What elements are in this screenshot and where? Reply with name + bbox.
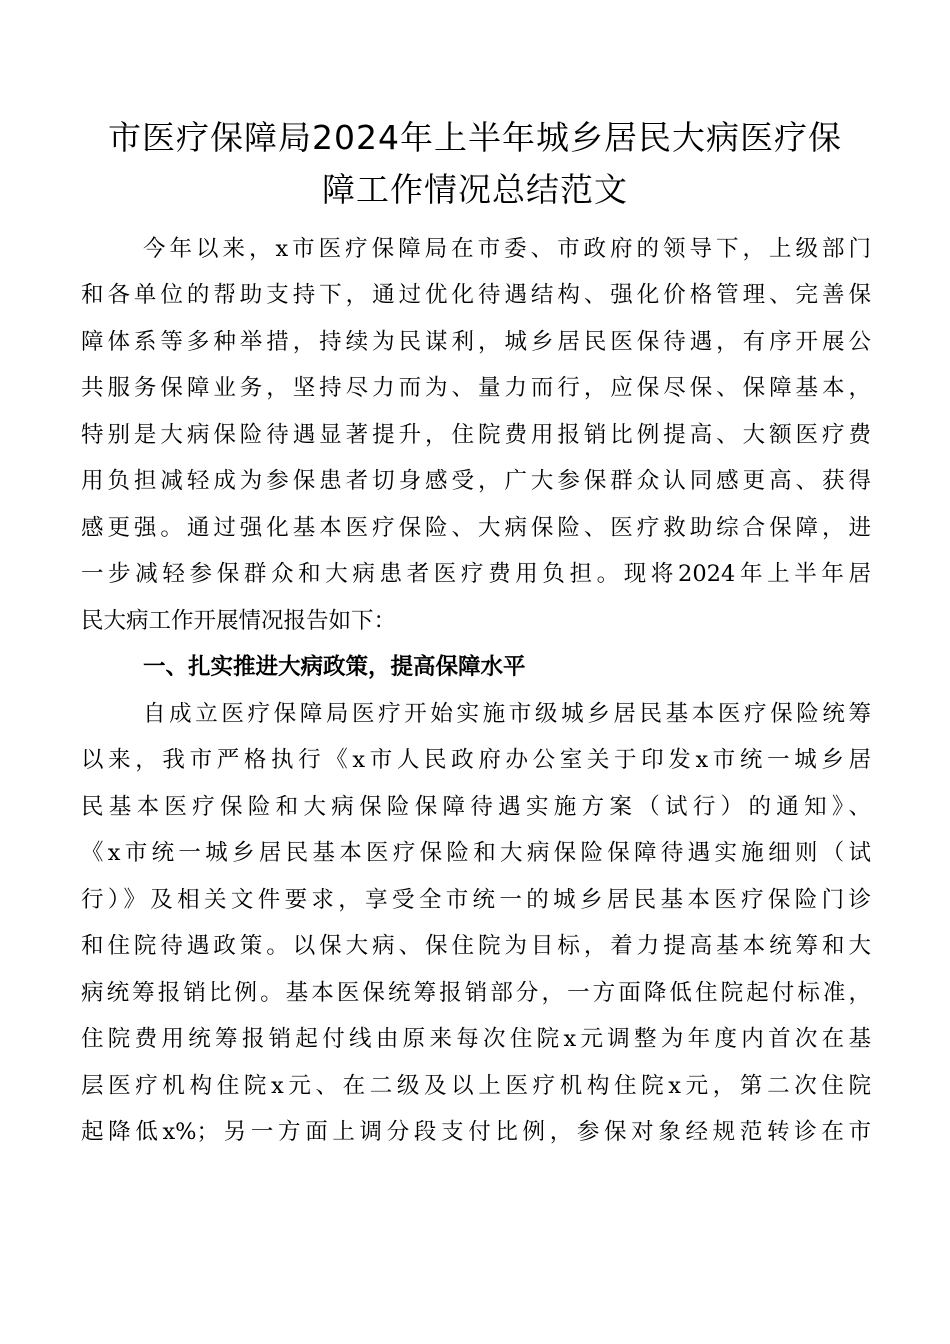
title-line-1: 市医疗保障局2024年上半年城乡居民大病医疗保	[108, 118, 842, 157]
paragraph-line: 共服务保障业务，坚持尽力而为、量力而行，应保尽保、保障基本，	[81, 375, 871, 401]
section-heading: 一、扎实推进大病政策，提高保障水平	[143, 654, 526, 680]
paragraph-line: 病统筹报销比例。基本医保统筹报销部分，一方面降低住院起付标准，	[81, 980, 871, 1006]
paragraph-line: 民基本医疗保险和大病保险保障待遇实施方案（试行）的通知》、	[81, 794, 871, 820]
paragraph-line: 以来，我市严格执行《x市人民政府办公室关于印发x市统一城乡居	[81, 747, 871, 773]
paragraph-line: 层医疗机构住院x元、在二级及以上医疗机构住院x元，第二次住院	[81, 1073, 871, 1099]
paragraph-line: 今年以来，x市医疗保障局在市委、市政府的领导下，上级部门	[143, 236, 871, 262]
paragraph-line: 住院费用统筹报销起付线由原来每次住院x元调整为年度内首次在基	[81, 1026, 871, 1052]
paragraph-line: 感更强。通过强化基本医疗保险、大病保险、医疗救助综合保障，进	[81, 515, 871, 541]
paragraph-line: 特别是大病保险待遇显著提升，住院费用报销比例提高、大额医疗费	[81, 422, 871, 448]
paragraph-line: 障体系等多种举措，持续为民谋利，城乡居民医保待遇，有序开展公	[81, 329, 871, 355]
paragraph-line: 和各单位的帮助支持下，通过优化待遇结构、强化价格管理、完善保	[81, 282, 871, 308]
paragraph-line: 和住院待遇政策。以保大病、保住院为目标，着力提高基本统筹和大	[81, 933, 871, 959]
paragraph-line: 行）》及相关文件要求，享受全市统一的城乡居民基本医疗保险门诊	[81, 887, 871, 913]
paragraph-line: 起降低x%；另一方面上调分段支付比例，参保对象经规范转诊在市	[81, 1119, 871, 1145]
paragraph-line: 一步减轻参保群众和大病患者医疗费用负担。现将2024年上半年居	[81, 561, 871, 587]
document-title	[90, 112, 860, 216]
paragraph-line: 《x市统一城乡居民基本医疗保险和大病保险保障待遇实施细则（试	[81, 840, 871, 866]
paragraph-line: 民大病工作开展情况报告如下：	[81, 608, 397, 634]
paragraph-line: 自成立医疗保障局医疗开始实施市级城乡居民基本医疗保险统筹	[143, 701, 871, 727]
paragraph-line: 用负担减轻成为参保患者切身感受，广大参保群众认同感更高、获得	[81, 468, 871, 494]
title-line-2: 障工作情况总结范文	[322, 170, 628, 209]
